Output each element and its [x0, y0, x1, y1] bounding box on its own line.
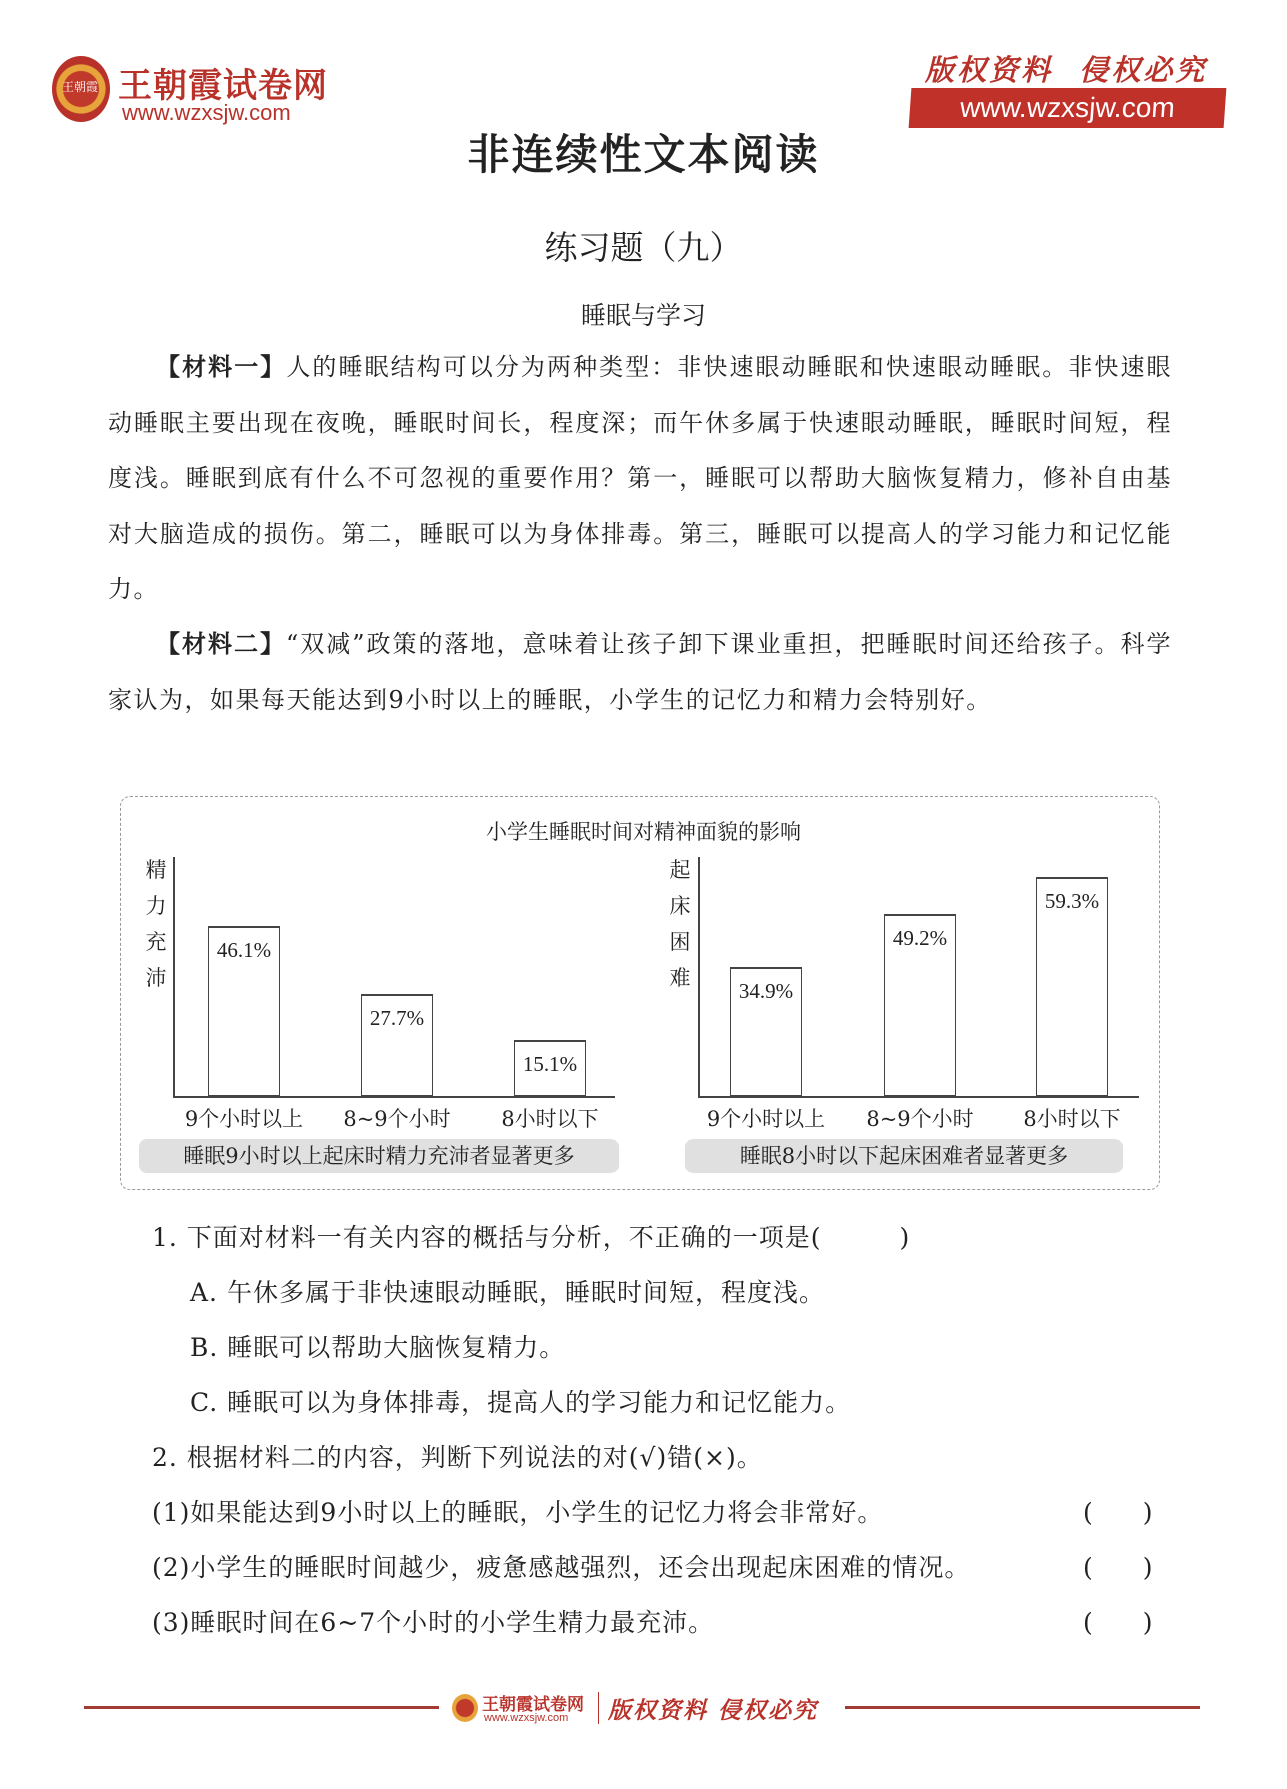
x-tick-label: 9个小时以上	[706, 1107, 826, 1131]
material-2	[108, 617, 1172, 728]
seal-text: 王朝霞	[62, 80, 99, 94]
material-1-text: 人的睡眠结构可以分为两种类型：非快速眼动睡眠和快速眼动睡眠。非快速眼动睡眠主要出现在夜晚，睡眠时间长，程度深；而午休多属于快速眼动睡眠，睡眠时间短，程度浅。睡眠到底有什么不可忽视的重要作用？第一，睡眠可以帮助大脑恢复精力，修补自由基对大脑造成的损伤。第二，睡眠可以为身体排毒。第三，睡眠可以提高人的学习能力和记忆能力。	[108, 353, 1173, 603]
judgement-item: (1)如果能达到9小时以上的睡眠，小学生的记忆力将会非常好。	[152, 1498, 884, 1527]
x-tick-label: 8小时以下	[501, 1107, 599, 1131]
chart-caption: 睡眠9小时以上起床时精力充沛者显著更多	[139, 1139, 619, 1173]
footer-logo	[452, 1690, 832, 1726]
x-tick-label: 8~9个小时	[343, 1107, 451, 1131]
material-1-tag: 【材料一】	[156, 353, 287, 381]
material-1	[108, 340, 1172, 618]
bar: 27.7%	[361, 994, 433, 1096]
bar: 46.1%	[208, 926, 280, 1096]
x-tick-label: 8~9个小时	[866, 1107, 974, 1131]
passage-title: 睡眠与学习	[580, 301, 706, 330]
question-stem: 2. 根据材料二的内容，判断下列说法的对(√)错(×)。	[152, 1443, 763, 1472]
question-stem: 1. 下面对材料一有关内容的概括与分析，不正确的一项是( )	[152, 1223, 911, 1252]
page-title: 非连续性文本阅读	[467, 130, 820, 179]
answer-blank: ( )	[1083, 1608, 1153, 1637]
y-axis-label: 起床困难	[669, 858, 691, 990]
footer-divider-right	[845, 1706, 1200, 1709]
footer-slogan: 版权资料 侵权必究	[608, 1697, 819, 1724]
footer-divider-left	[84, 1706, 439, 1709]
bar: 34.9%	[730, 967, 802, 1096]
chart-title: 小学生睡眠时间对精神面貌的影响	[486, 820, 801, 844]
x-axis	[173, 1096, 615, 1098]
answer-blank: ( )	[1083, 1553, 1153, 1582]
url-banner[interactable]: www.wzxsjw.com	[909, 88, 1227, 128]
x-tick-label: 9个小时以上	[184, 1107, 304, 1131]
exercise-title: 练习题（九）	[544, 228, 743, 267]
footer-seal-icon	[452, 1694, 478, 1722]
x-axis	[698, 1096, 1139, 1098]
y-axis	[173, 857, 175, 1096]
copyright-slogan: 版权资料 侵权必究	[925, 53, 1208, 87]
judgement-item: (2)小学生的睡眠时间越少，疲惫感越强烈，还会出现起床困难的情况。	[152, 1553, 971, 1582]
answer-blank: ( )	[1083, 1498, 1153, 1527]
material-2-tag: 【材料二】	[156, 630, 286, 658]
option-item: B. 睡眠可以帮助大脑恢复精力。	[190, 1333, 566, 1362]
chart-caption: 睡眠8小时以下起床困难者显著更多	[685, 1139, 1123, 1173]
material-2-text: “双减”政策的落地，意味着让孩子卸下课业重担，把睡眠时间还给孩子。科学家认为，如果每天能达到9小时以上的睡眠，小学生的记忆力和精力会特别好。	[108, 630, 1172, 714]
y-axis-label: 精力充沛	[145, 858, 167, 990]
bar: 59.3%	[1036, 877, 1108, 1096]
footer-logo-name: 王朝霞试卷网	[482, 1695, 584, 1715]
x-tick-label: 8小时以下	[1023, 1107, 1121, 1131]
footer-separator	[598, 1692, 599, 1724]
bar: 15.1%	[514, 1040, 586, 1096]
logo-seal-icon	[52, 56, 110, 122]
logo-name: 王朝霞试卷网	[118, 66, 328, 106]
judgement-item: (3)睡眠时间在6~7个小时的小学生精力最充沛。	[152, 1608, 715, 1637]
bar: 49.2%	[884, 914, 956, 1096]
logo-url: www.wzxsjw.com	[122, 100, 291, 125]
site-logo[interactable]	[52, 52, 352, 132]
footer-logo-url: www.wzxsjw.com	[484, 1712, 569, 1724]
option-item: C. 睡眠可以为身体排毒，提高人的学习能力和记忆能力。	[190, 1388, 852, 1417]
option-item: A. 午休多属于非快速眼动睡眠，睡眠时间短，程度浅。	[190, 1278, 825, 1307]
y-axis	[698, 857, 700, 1096]
